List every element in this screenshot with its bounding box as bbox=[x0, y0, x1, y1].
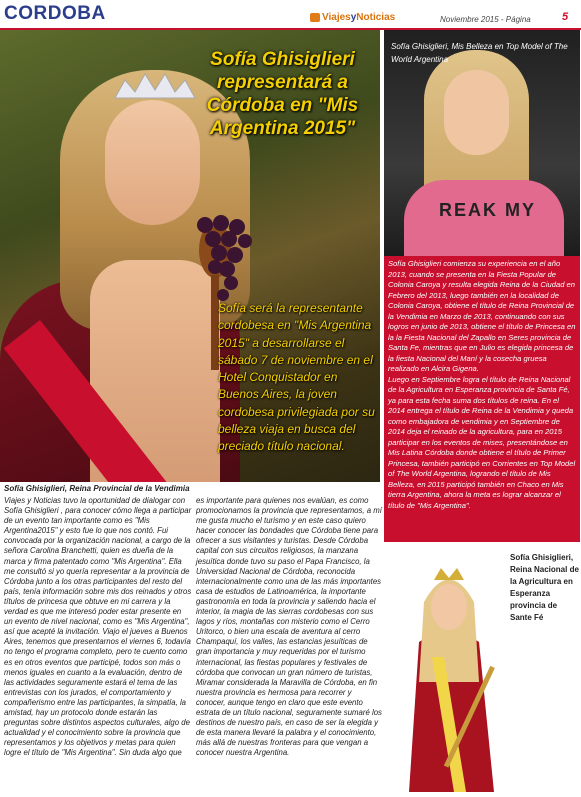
top-model-caption: Sofía Ghisiglieri, Mis Belleza en Top Model of The World Argentina bbox=[391, 42, 568, 64]
logo-text-3: Noticias bbox=[356, 11, 396, 23]
agriculture-queen-caption: Sofía Ghisiglieri, Reina Nacional de la Agricultura en Esperanza provincia de Sante Fé bbox=[510, 553, 579, 622]
tiara-icon bbox=[110, 70, 200, 100]
article-column-1 bbox=[4, 496, 192, 758]
article-paragraph: es importante para quienes nos evalúan, es como promocionamos la provincia que representamos, a mí me gusta mucho el turismo y en este caso quiero hacer conocer las bondades que Córdoba tiene para ofrecer a sus visitantes y turistas. Desde Córdoba capital con sus circuitos religiosos, la manzana jesuítica donde tuvo su paso el Papa Francisco, la Universidad Nacional de Córdoba, reconocida internacionalmente como una de las más importantes casa de estudios de Latinoamérica, la importante gastronomía en toda la provincia y saliendo hacia el interior, la magia de las sierras cordobesas con sus lagos y ríos, montañas con misterio como el Cerro Uritorco, o bien una escala de aventura al cerro Champaquí, los valles, las estancias jesuíticas de gran importancia y muy requeridas por el turismo internacional, las fiestas populares y festivales de córdoba que convocan un gran número de turistas, Miramar considerada la Maravilla de Córdoba, en fin nuestra provincia es hermosa para recorrer y conocer, aunque tengo en claro que este evento estrata de un título nacional, seguramente sumaré los destinos de nuestro país, en caso de ser la elegida y de esta manera llevaré la palabra y el conocimiento, más allá de nuestras fronteras para que vengan a conocer nuestra Argentina. bbox=[196, 496, 382, 758]
main-photo-caption: Sofía Ghisiglieri, Reina Provincial de la Vendimia bbox=[4, 484, 190, 493]
magazine-logo bbox=[310, 10, 395, 24]
photo-face bbox=[444, 70, 509, 155]
article-paragraph: Viajes y Noticias tuvo la oportunidad de dialogar con Sofía Ghisiglieri , para conocer cómo llega a participar de un evento tan importante como es "Mis Argentina2015" y esto fue lo que nos contó. Fui convocada por la organización nacional, a cargo de la señora Carolina Branchetti, quien es dueña de la marca y firma patentado como "Mis Argentina". Ella me consultó si yo quería representar a la provincia de Córdoba junto a los otras participantes del resto del país, tenía información sobre mis dos reinados y otros títulos de princesa que obtuve en mi carrera y la verdad es que me interesó poder estar presente en un evento de nivel nacional, como es "Mis Argentina", así que acepté la invitación. Viajo el jueves a Buenos Aires, tenemos que presentarnos el viernes 6, todavía no tengo el programa completo, pero te cuento como es en otros eventos que participé, todos son más o menos iguales en cuanto a la evaluación, dentro de las actividades seguramente estará el tema de las entrevistas con los jurados, el comportamiento y compañerismo entre las participantes, la simpatía, la amistad, hay un protocolo donde estarán las preguntas sobre distintos aspectos culturales, algo de actualidad y el conocimiento sobre la provincia que representamos y los objetivos y metas para quien logre el título de "Mis Argentina". Sin duda algo que bbox=[4, 496, 192, 758]
biography-paragraph: Luego en Septiembre logra el título de Reina Nacional de la Agricultura en Esperanza provincia de Santa Fé, ya para esta fecha suma dos títulos de reina. En el 2014 entrega el título de Reina de la Vendimia y queda como embajadora de vendimia y en Septiembre de 2014 deja el reinado de la agricultura, para en 2015 participar en los eventos de mises, presentándose en Mis Latina Córdoba donde obtiene el título de Primer Princesa, también participó en Corrientes en Top Model of The World Argentina, logrando el título de Mis Belleza, en 2015 participó también en Chaco en Mis tierra Argentina, ahora la meta es lograr alcanzar el título de "Mis Argentina". bbox=[388, 374, 576, 510]
headline: Sofía Ghisiglieri representará a Córdoba en "Mis Argentina 2015" bbox=[206, 49, 359, 139]
biography-text bbox=[388, 259, 576, 511]
logo-icon bbox=[310, 13, 320, 22]
logo-text-2: y bbox=[350, 11, 357, 23]
shirt-text: REAK MY bbox=[439, 200, 537, 220]
page-number: 5 bbox=[562, 11, 569, 23]
subheadline: Sofía será la representante cordobesa en "Mis Argentina 2015" a desarrollarse el sábado 7 de noviembre en el Hotel Conquistador en Buenos Aires, la joven cordobesa privilegiada por su belleza viaja en busca del preciado título nacional. bbox=[218, 301, 375, 454]
logo-text-1: Viajes bbox=[322, 11, 351, 23]
section-title: CORDOBA bbox=[4, 3, 106, 24]
queen-figure bbox=[394, 562, 504, 792]
article-column-2 bbox=[196, 496, 382, 758]
biography-paragraph: Sofía Ghisiglieri comienza su experiencia en el año 2013, cuando se presenta en la Fiesta Popular de Colonia Caroya y resulta elegida Reina de la Ciudad en Febrero del 2013, luego también en la localidad de Colonia Caroya, obtiene el título de Reina Provincial de la Vendimia en Marzo de 2013, continuando con sus logros en junio de 2013, obtiene el título de Princesa en la la Fiesta Nacional del Zapallo en Seres provincia de Santa Fe, mientras que en Julio es elegida princesa de la fiesta Nacional del Maní y la cosecha gruesa realizado en Alcira Gigena. bbox=[388, 259, 576, 373]
page-info: Noviembre 2015 - Página bbox=[440, 15, 531, 24]
